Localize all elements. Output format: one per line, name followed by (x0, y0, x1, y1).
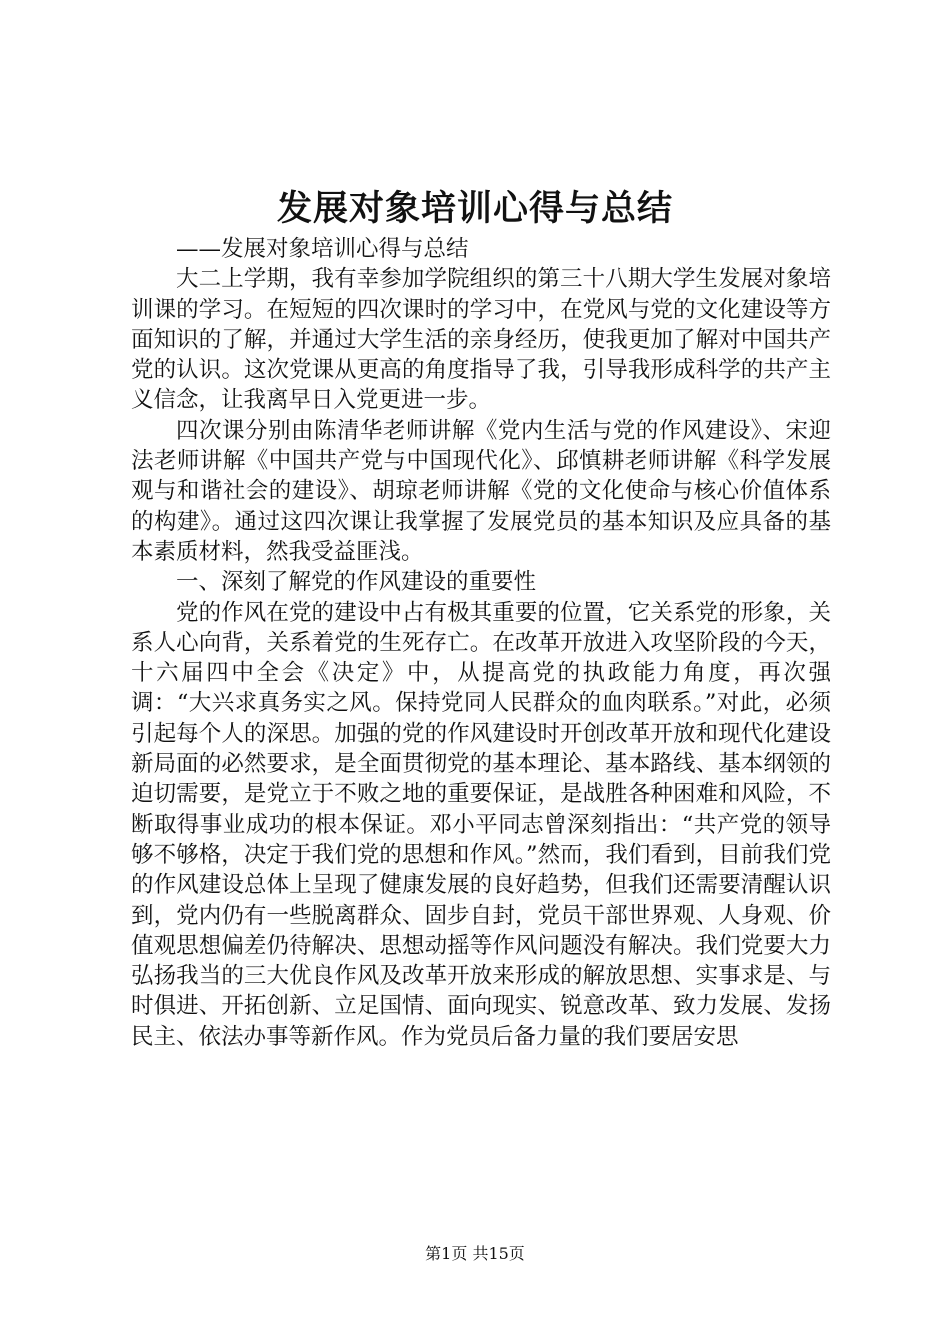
document-title: 发展对象培训心得与总结 (276, 188, 673, 229)
body-paragraph: 大二上学期，我有幸参加学院组织的第三十八期大学生发展对象培训课的学习。在短短的四次课时的学习中，在党风与党的文化建设等方面知识的了解，并通过大学生活的亲身经历，使我更加了解对中国共产党的认识。这次党课从更高的角度指导了我，引导我形成科学的共产主义信念，让我离早日入党更进一步。 (131, 266, 831, 414)
page-footer: 第1页 共15页 (425, 1244, 525, 1263)
section-heading: 一、深刻了解党的作风建设的重要性 (176, 569, 537, 596)
document-body (131, 234, 831, 1052)
subtitle-paragraph: ——发展对象培训心得与总结 (176, 236, 469, 262)
body-paragraph: 党的作风在党的建设中占有极其重要的位置，它关系党的形象，关系人心向背，关系着党的生死存亡。在改革开放进入攻坚阶段的今天，十六届四中全会《决定》中，从提高党的执政能力角度，再次强调：“大兴求真务实之风。保持党同人民群众的血肉联系。”对此，必须引起每个人的深思。加强的党的作风建设时开创改革开放和现代化建设新局面的必然要求，是全面贯彻党的基本理论、基本路线、基本纲领的迫切需要，是党立于不败之地的重要保证，是战胜各种困难和风险，不断取得事业成功的根本保证。邓小平同志曾深刻指出：“共产党的领导够不够格，决定于我们党的思想和作风。”然而，我们看到，目前我们党的作风建设总体上呈现了健康发展的良好趋势，但我们还需要清醒认识到，党内仍有一些脱离群众、固步自封，党员干部世界观、人身观、价值观思想偏差仍待解决、思想动摇等作风问题没有解决。我们党要大力弘扬我当的三大优良作风及改革开放来形成的解放思想、实事求是、与时俱进、开拓创新、立足国情、面向现实、锐意改革、致力发展、发扬民主、依法办事等新作风。作为党员后备力量的我们要居安思 (131, 599, 831, 1050)
body-paragraph: 四次课分别由陈清华老师讲解《党内生活与党的作风建设》、宋迎法老师讲解《中国共产党与中国现代化》、邱慎耕老师讲解《科学发展观与和谐社会的建设》、胡琼老师讲解《党的文化使命与核心价值体系的构建》。通过这四次课让我掌握了发展党员的基本知识及应具备的基本素质材料，然我受益匪浅。 (131, 417, 831, 565)
